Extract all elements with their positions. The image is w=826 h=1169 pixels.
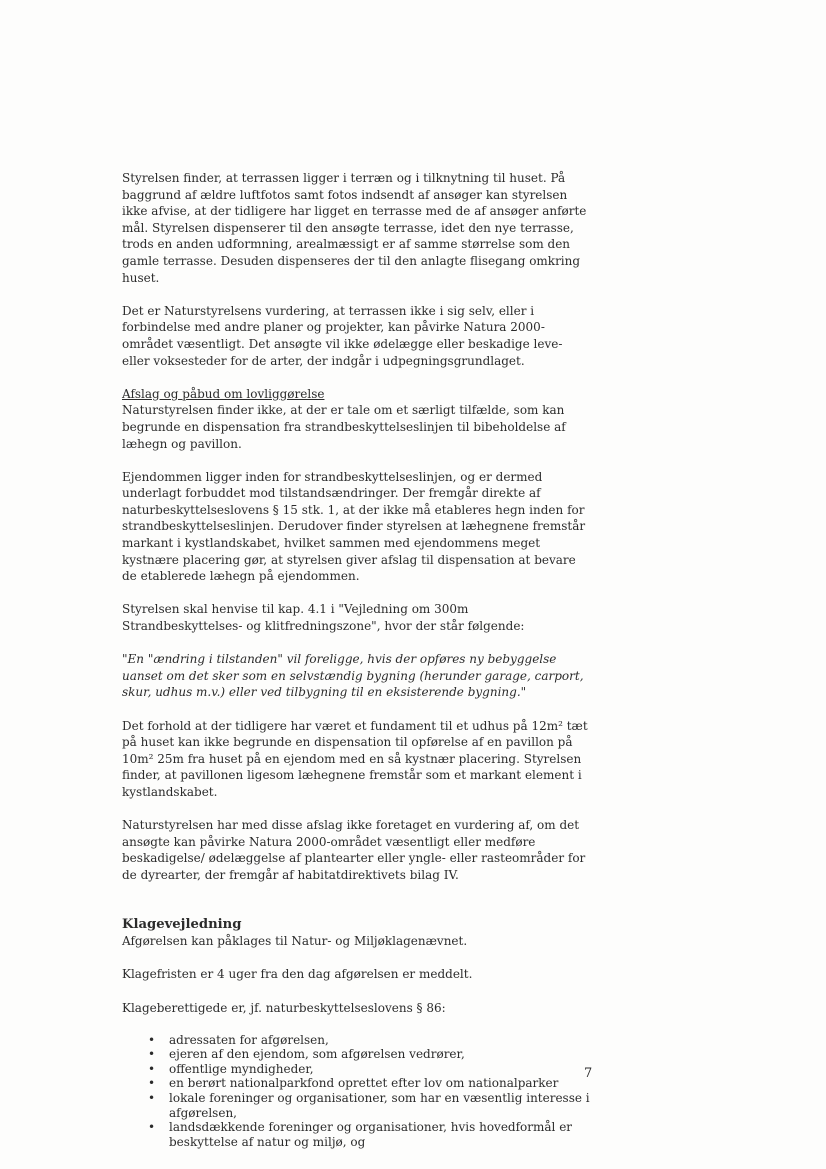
list-item: • adressaten for afgørelsen,: [148, 1033, 592, 1048]
paragraph-klage-instans: Afgørelsen kan påklages til Natur- og Miljøklagenævnet.: [122, 934, 468, 949]
paragraph-terrasse: Styrelsen finder, at terrassen ligger i terræn og i tilknytning til huset. På baggrund af ældre luftfotos samt fotos indsendt af ansøger kan styrelsen ikke afvise, at der tidligere har ligget en terrasse med de af ansøger anførte mål. Styrelsen dispenserer til den ansøgte terrasse, idet den nye terrasse, trods en anden udformning, arealmæssigt er af samme størrelse som den gamle terrasse. Desuden dispenseres der til den anlagte flisegang omkring huset.: [122, 171, 587, 285]
paragraph-vejledning-reference: Styrelsen skal henvise til kap. 4.1 i "Vejledning om 300m Strandbeskyttelses- og klitfredningszone", hvor der står følgende:: [122, 602, 525, 634]
document-body: [122, 170, 592, 1149]
paragraph-afslag-intro: Naturstyrelsen finder ikke, at der er tale om et særligt tilfælde, som kan begrunde en dispensation fra strandbeskyttelseslinjen til bibeholdelse af læhegn og pavillon.: [122, 403, 566, 451]
list-item: • ejeren af den ejendom, som afgørelsen vedrører,: [148, 1047, 592, 1062]
list-item: • lokale foreninger og organisationer, som har en væsentlig interesse i afgørelsen,: [148, 1091, 592, 1120]
list-item: • offentlige myndigheder,: [148, 1062, 592, 1077]
paragraph-ejendommen: Ejendommen ligger inden for strandbeskyttelseslinjen, og er dermed underlagt forbuddet mod tilstandsændringer. Der fremgår direkte af naturbeskyttelseslovens § 15 stk. 1, at der ikke må etableres hegn inden for strandbeskyttelseslinjen. Derudover finder styrelsen at læhegnene fremstår markant i kystlandskabet, hvilket sammen med ejendommens meget kystnære placering gør, at styrelsen giver afslag til dispensation at bevare de etablerede læhegn på ejendommen.: [122, 469, 586, 584]
quote-vejledning: "En "ændring i tilstanden" vil foreligge, hvis der opføres ny bebyggelse uanset om det sker som en selvstændig bygning (herunder garage, carport, skur, udhus m.v.) eller ved tilbygning til en eksisterende bygning.": [122, 652, 584, 700]
list-item: • en berørt nationalparkfond oprettet efter lov om nationalparker: [148, 1076, 592, 1091]
paragraph-pavillon: Det forhold at der tidligere har været et fundament til et udhus på 12m² tæt på huset kan ikke begrunde en dispensation til opførelse af en pavillon på 10m² 25m fra huset på en ejendom med en så kystnær placering. Styrelsen finder, at pavillonen ligesom læhegnene fremstår som et markant element i kystlandskabet.: [122, 718, 588, 799]
paragraph-klagefrist: Klagefristen er 4 uger fra den dag afgørelsen er meddelt.: [122, 967, 473, 982]
paragraph-klageberettigede: Klageberettigede er, jf. naturbeskyttelseslovens § 86:: [122, 1000, 446, 1015]
paragraph-afslag-vurdering: Naturstyrelsen har med disse afslag ikke foretaget en vurdering af, om det ansøgte kan påvirke Natura 2000-området væsentligt eller medføre beskadigelse/ ødelæggelse af plantearter eller yngle- eller rasteområder for de dyrearter, der fremgår af habitatdirektivets bilag IV.: [122, 818, 586, 882]
list-item: • landsdækkende foreninger og organisationer, hvis hovedformål er beskyttelse af natur og miljø, og: [148, 1120, 592, 1149]
heading-klagevejledning: Klagevejledning: [122, 916, 242, 932]
section-heading-afslag: Afslag og påbud om lovliggørelse: [122, 386, 325, 401]
page-number: 7: [584, 1066, 593, 1081]
klageberettigede-list: [122, 1033, 592, 1150]
paragraph-natura-vurdering: Det er Naturstyrelsens vurdering, at terrassen ikke i sig selv, eller i forbindelse med andre planer og projekter, kan påvirke Natura 2000-området væsentligt. Det ansøgte vil ikke ødelægge eller beskadige leve- eller voksesteder for de arter, der indgår i udpegningsgrundlaget.: [122, 303, 563, 368]
